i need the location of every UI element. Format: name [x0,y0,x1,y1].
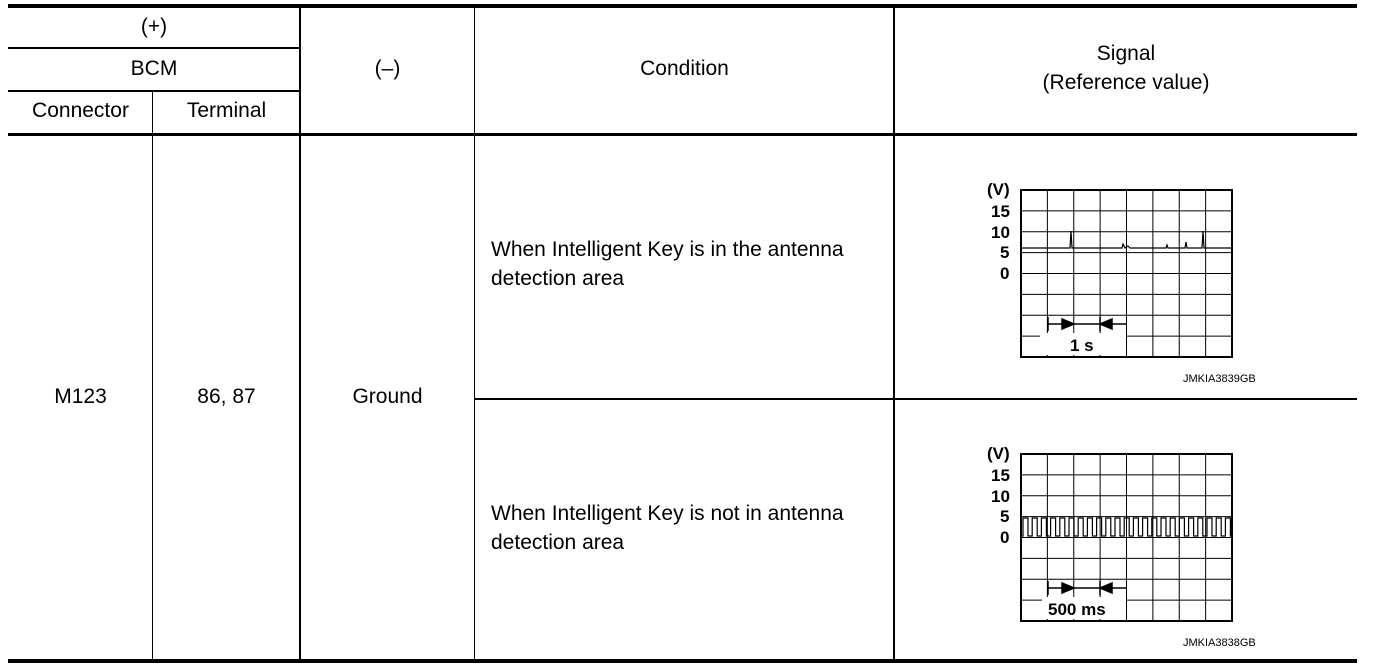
terminal-value: 86, 87 [197,385,256,408]
condition-header: Condition [640,57,729,80]
minus-header: (–) [374,57,401,80]
signal-header-reference: (Reference value) [1042,71,1210,94]
condition-in-area-line2: detection area [491,267,625,290]
tick-5: 5 [1000,243,1010,262]
bcm-bottom-rule [8,90,300,92]
time-span-arrow [1048,581,1126,595]
figure-id: JMKIA3838GB [1183,637,1256,649]
ground-value: Ground [352,385,423,408]
oscilloscope-in-area [980,176,1290,390]
time-span-arrow [1048,317,1126,331]
col-divider-condition [893,6,895,660]
time-scale-label: 500 ms [1048,600,1106,619]
plus-header: (+) [140,15,168,38]
scope-grid [1021,454,1232,621]
col-divider-minus [474,6,475,660]
table-bottom-border [8,659,1357,663]
condition-in-area-line1: When Intelligent Key is in the antenna [491,238,844,261]
connector-header: Connector [32,99,129,122]
unit-label: (V) [987,444,1010,463]
scope-grid [1021,190,1232,357]
tick-15: 15 [991,466,1010,485]
tick-10: 10 [991,487,1010,506]
figure-id: JMKIA3839GB [1183,373,1256,385]
tick-0: 0 [1000,528,1010,547]
col-divider-connector [152,91,153,660]
tick-10: 10 [991,223,1010,242]
unit-label: (V) [987,180,1010,199]
table-top-border [8,4,1357,8]
terminal-header: Terminal [186,99,267,122]
oscilloscope-not-in-area [980,440,1290,654]
condition-not-in-area-line2: detection area [491,531,625,554]
row-divider [474,398,1357,400]
bcm-header: BCM [130,57,178,80]
signal-header: Signal [1096,42,1156,65]
bcm-top-rule [8,47,300,49]
tick-5: 5 [1000,507,1010,526]
connector-value: M123 [54,385,107,408]
tick-15: 15 [991,202,1010,221]
tick-0: 0 [1000,264,1010,283]
condition-not-in-area-line1: When Intelligent Key is not in antenna [491,502,844,525]
header-bottom-rule [8,133,1357,136]
time-scale-label: 1 s [1070,336,1094,355]
